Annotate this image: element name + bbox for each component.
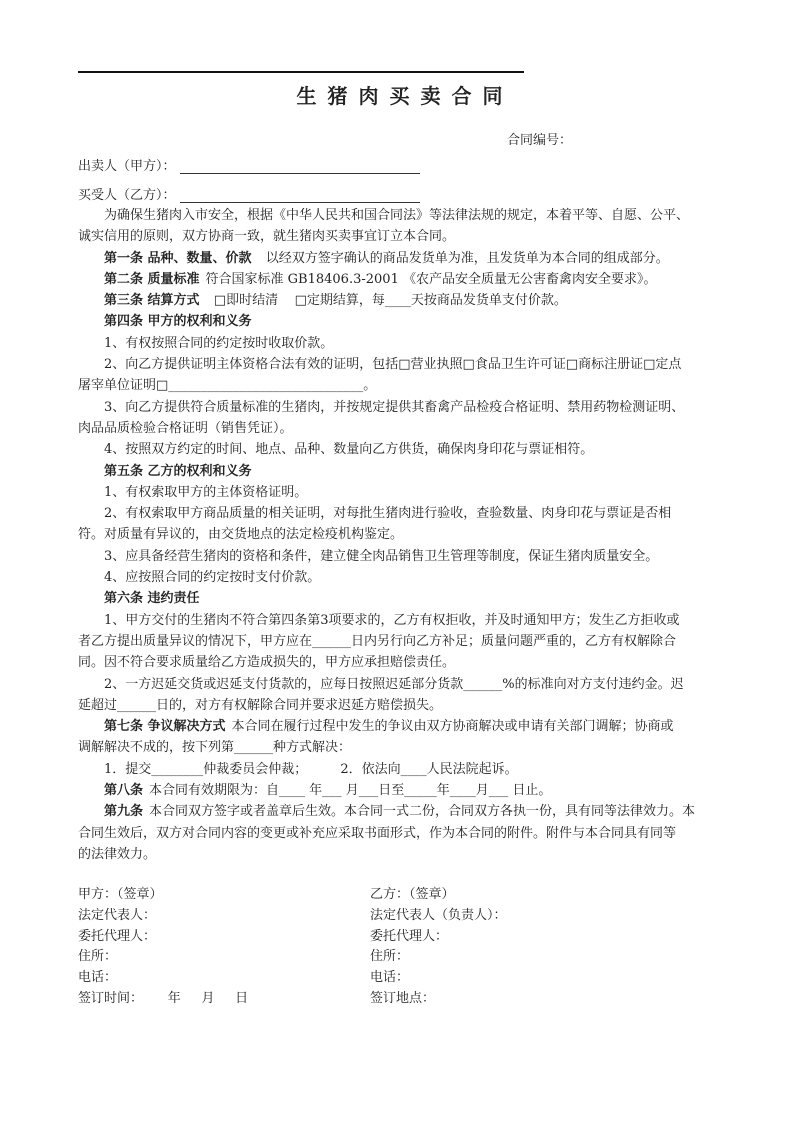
contract-text-line <box>78 631 726 652</box>
contract-text-line <box>78 397 726 418</box>
contract-body <box>78 205 726 865</box>
clause-text: 1、有权按照合同的约定按时收取价款。 <box>104 335 334 351</box>
clause-heading: 第五条 乙方的权利和义务 <box>104 463 252 479</box>
clause-text: 4、按照双方约定的时间、地点、品种、数量向乙方供货，确保肉身印花与票证相符。 <box>104 442 594 458</box>
clause-heading: 第三条 结算方式 <box>104 293 200 309</box>
contract-text-line <box>78 439 726 460</box>
party-a-signature-field: 法定代表人： <box>78 907 157 923</box>
party-a-signature-field: 签订时间： 年 月 日 <box>78 990 249 1006</box>
clause-text: 延超过______日的，对方有权解除合同并要求迟延方赔偿损失。 <box>78 697 443 713</box>
party-b-signature-field: 委托代理人： <box>370 928 449 944</box>
contract-text-line <box>78 418 726 439</box>
buyer-field <box>78 184 420 203</box>
contract-text-line <box>78 610 726 631</box>
contract-text-line <box>78 759 726 780</box>
clause-text: 的法律效力。 <box>78 846 157 862</box>
clause-text: 1、甲方交付的生猪肉不符合第四条第3项要求的，乙方有权拒收，并及时通知甲方；发生乙方拒收或 <box>104 612 680 628</box>
buyer-label: 买受人（乙方）： <box>78 188 176 203</box>
seller-label: 出卖人（甲方）： <box>78 159 176 174</box>
clause-heading-line <box>78 801 726 822</box>
party-a-signature-field: 委托代理人： <box>78 928 157 944</box>
signature-row <box>78 968 678 989</box>
seller-field <box>78 155 420 174</box>
clause-text: 本合同在履行过程中发生的争议由双方协商解决或申请有关部门调解；协商或 <box>231 719 674 735</box>
party-a-signature-field: 甲方：（签章） <box>78 887 163 902</box>
party-a-signature-field: 电话： <box>78 970 118 986</box>
clause-heading: 第二条 质量标准 <box>104 271 200 287</box>
clause-text: 符合国家标准 GB18406.3-2001 《农产品安全质量无公害畜禽肉安全要求》。 <box>205 271 657 287</box>
contract-text-line <box>78 503 726 524</box>
seller-blank <box>180 159 420 174</box>
signature-row <box>78 906 678 927</box>
clause-text: 为确保生猪肉入市安全，根据《中华人民共和国合同法》等法律法规的规定，本着平等、自愿、公平、 <box>104 208 690 223</box>
signature-block <box>78 885 678 1010</box>
clause-heading-line <box>78 716 726 737</box>
clause-text: 符。对质量有异议的，由交货地点的法定检疫机构鉴定。 <box>78 527 404 543</box>
contract-text-line <box>78 823 726 844</box>
header-rule <box>78 71 524 73</box>
party-b-signature-field: 法定代表人（负责人）： <box>370 907 507 923</box>
clause-text: 3、应具备经营生猪肉的资格和条件，建立健全肉品销售卫生管理等制度，保证生猪肉质量安全。 <box>104 548 659 564</box>
party-a-signature-field: 住所： <box>78 949 118 965</box>
clause-heading: 第八条 <box>104 783 144 799</box>
contract-text-line <box>78 674 726 695</box>
contract-text-line <box>78 482 726 503</box>
contract-text-line <box>78 354 726 375</box>
buyer-blank <box>180 188 420 203</box>
clause-text: 4、应按照合同的约定按时支付价款。 <box>104 570 321 586</box>
contract-text-line <box>78 226 726 247</box>
signature-row <box>78 947 678 968</box>
clause-heading: 第七条 争议解决方式 <box>104 719 226 735</box>
clause-text: 2、一方迟延交货或迟延支付货款的，应每日按照迟延部分货款______%的标准向对方支付违约金。迟 <box>104 676 684 692</box>
clause-heading-line <box>78 311 726 332</box>
signature-row <box>78 927 678 948</box>
clause-heading-line <box>78 780 726 801</box>
party-b-signature-field: 乙方：（签章） <box>370 887 455 902</box>
party-b-signature-field: 住所： <box>370 949 410 965</box>
clause-text: 本合同有效期限为：自____ 年___ 月___日至_____年____月___ 日止。 <box>149 783 552 799</box>
clause-heading: 第六条 违约责任 <box>104 591 200 607</box>
contract-text-line <box>78 844 726 865</box>
clause-text: 本合同双方签字或者盖章后生效。本合同一式二份，合同双方各执一份，具有同等法律效力。本 <box>149 804 696 820</box>
clause-heading: 第四条 甲方的权利和义务 <box>104 314 252 330</box>
clause-text: 1、有权索取甲方的主体资格证明。 <box>104 484 308 500</box>
contract-text-line <box>78 695 726 716</box>
clause-text: 者乙方提出质量异议的情况下，甲方应在______日内另行向乙方补足；质量问题严重的，乙方有权解除合 <box>78 633 677 649</box>
clause-text: 合同生效后，双方对合同内容的变更或补充应采取书面形式，作为本合同的附件。附件与本合同具有同等 <box>78 825 677 841</box>
clause-text: 肉品品质检验合格证明（销售凭证）。 <box>78 420 293 436</box>
contract-text-line <box>78 524 726 545</box>
clause-text: 诚实信用的原则，双方协商一致，就生猪肉买卖事宜订立本合同。 <box>78 229 456 245</box>
clause-heading-line <box>78 269 726 290</box>
clause-text: 2、向乙方提供证明主体资格合法有效的证明，包括□营业执照□食品卫生许可证□商标注册证□定点 <box>104 357 682 373</box>
contract-text-line <box>78 567 726 588</box>
clause-text: 2、有权索取甲方商品质量的相关证明，对每批生猪肉进行验收，查验数量、肉身印花与票证是否相 <box>104 506 672 522</box>
clause-text: 屠宰单位证明□______________________________。 <box>78 378 377 394</box>
clause-heading-line <box>78 588 726 609</box>
clause-text: 同。因不符合要求质量给乙方造成损失的，甲方应承担赔偿责任。 <box>78 655 456 671</box>
clause-text: 以经双方签字确认的商品发货单为准，且发货单为本合同的组成部分。 <box>257 250 669 266</box>
clause-heading-line <box>78 461 726 482</box>
contract-text-line <box>78 375 726 396</box>
document-title: 生猪肉买卖合同 <box>296 84 514 108</box>
clause-heading: 第九条 <box>104 804 144 820</box>
clause-text: 1．提交________仲裁委员会仲裁； 2．依法向____人民法院起诉。 <box>104 761 518 777</box>
contract-text-line <box>78 652 726 673</box>
clause-text: 3、向乙方提供符合质量标准的生猪肉，并按规定提供其畜禽产品检疫合格证明、禁用药物检测证明、 <box>104 399 685 415</box>
clause-heading: 第一条 品种、数量、价款 <box>104 250 252 266</box>
clause-heading-line <box>78 290 726 311</box>
contract-text-line <box>78 737 726 758</box>
contract-number-label: 合同编号： <box>507 133 573 148</box>
clause-text: □即时结清 □定期结算，每____天按商品发货单支付价款。 <box>205 293 567 309</box>
contract-text-line <box>78 205 726 226</box>
party-b-signature-field: 电话： <box>370 970 410 986</box>
contract-text-line <box>78 333 726 354</box>
clause-text: 调解解决不成的，按下列第______种方式解决： <box>78 740 352 756</box>
clause-heading-line <box>78 248 726 269</box>
signature-row <box>78 885 678 906</box>
contract-text-line <box>78 546 726 567</box>
party-b-signature-field: 签订地点： <box>370 990 436 1006</box>
signature-row <box>78 989 678 1010</box>
